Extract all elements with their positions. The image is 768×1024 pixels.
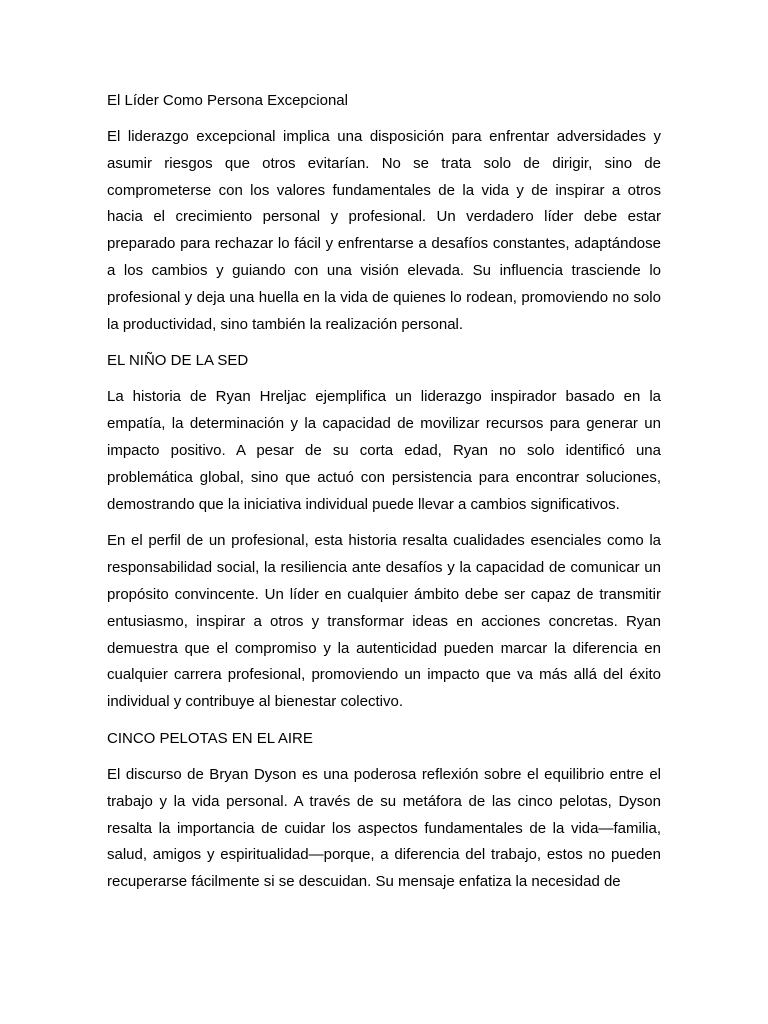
section-paragraph: En el perfil de un profesional, esta historia resalta cualidades esenciales como la responsabilidad social, la resiliencia ante desafíos y la capacidad de comunicar un propósito convincente. Un líder en cualquier ámbito debe ser capaz de transmitir entusiasmo, inspirar a otros y transformar ideas en acciones concretas. Ryan demuestra que el compromiso y la autenticidad pueden marcar la diferencia en cualquier carrera profesional, promoviendo un impacto que va más allá del éxito individual y contribuye al bienestar colectivo. [107, 532, 661, 711]
intro-paragraph: El liderazgo excepcional implica una disposición para enfrentar adversidades y asumir riesgos que otros evitarían. No se trata solo de dirigir, sino de comprometerse con los valores fundamentales de la vida y de inspirar a otros hacia el crecimiento personal y profesional. Un verdadero líder debe estar preparado para rechazar lo fácil y enfrentarse a desafíos constantes, adaptándose a los cambios y guiando con una visión elevada. Su influencia trasciende lo profesional y deja una huella en la vida de quienes lo rodean, promoviendo no solo la productividad, sino también la realización personal. [107, 128, 661, 333]
document-page [107, 88, 661, 906]
section-heading-cinco-pelotas: CINCO PELOTAS EN EL AIRE [107, 729, 313, 747]
section-heading-nino-de-la-sed: EL NIÑO DE LA SED [107, 352, 249, 370]
document-title: El Líder Como Persona Excepcional [107, 92, 348, 109]
section-paragraph: El discurso de Bryan Dyson es una poderosa reflexión sobre el equilibrio entre el trabajo y la vida personal. A través de su metáfora de las cinco pelotas, Dyson resalta la importancia de cuidar los aspectos fundamentales de la vida—familia, salud, amigos y espiritualidad—porque, a diferencia del trabajo, estos no pueden recuperarse fácilmente si se descuidan. Su mensaje enfatiza la necesidad de [107, 765, 661, 891]
section-paragraph: La historia de Ryan Hreljac ejemplifica un liderazgo inspirador basado en la empatía, la determinación y la capacidad de movilizar recursos para generar un impacto positivo. A pesar de su corta edad, Ryan no solo identificó una problemática global, sino que actuó con persistencia para encontrar soluciones, demostrando que la iniciativa individual puede llevar a cambios significativos. [107, 388, 661, 513]
